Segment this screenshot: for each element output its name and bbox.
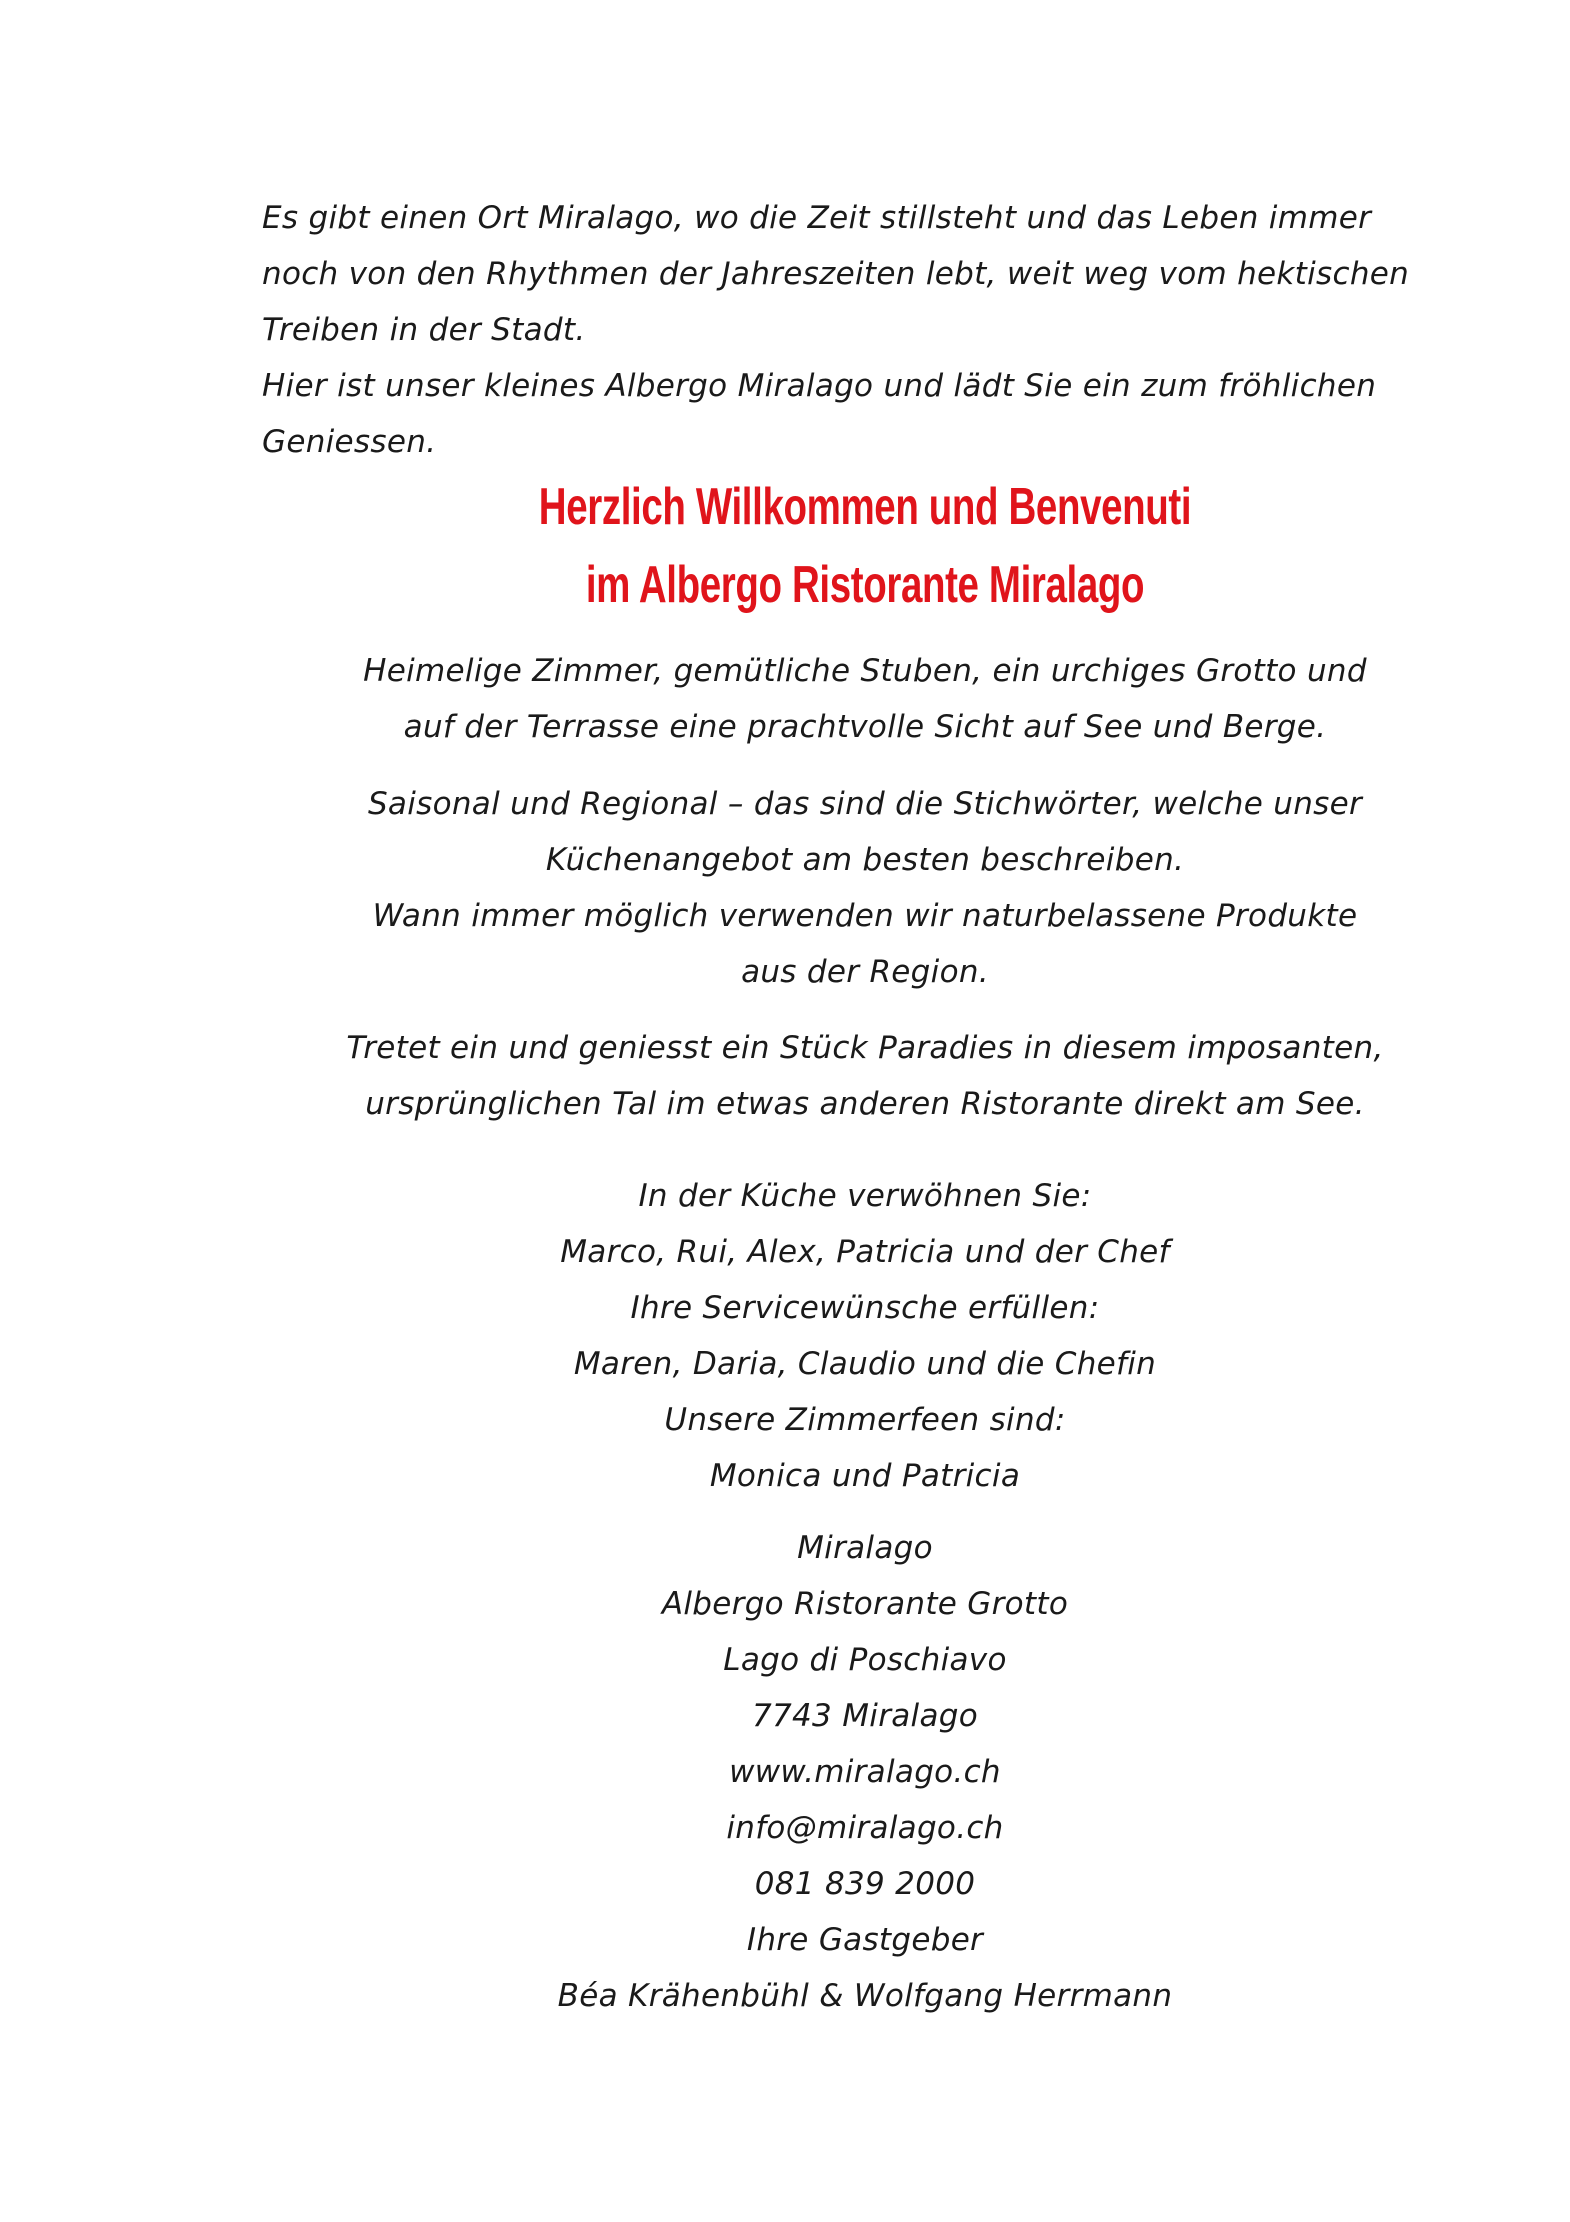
contact-lake: Lago di Poschiavo: [723, 1642, 1007, 1678]
staff-line: In der Küche verwöhnen Sie:: [638, 1178, 1092, 1214]
contact-phone: 081 839 2000: [754, 1866, 976, 1902]
text-line: auf der Terrasse eine prachtvolle Sicht auf See und Berge.: [403, 709, 1327, 745]
intro-text: [262, 190, 1462, 470]
text-line: Wann immer möglich verwenden wir naturbelassene Produkte: [372, 898, 1358, 934]
paradise-paragraph: [300, 1020, 1430, 1132]
intro-line: Es gibt einen Ort Miralago, wo die Zeit stillsteht und das Leben immer: [262, 200, 1372, 236]
kitchen-paragraph: [300, 776, 1430, 1000]
intro-paragraph-1: [262, 190, 1462, 358]
text-line: Heimelige Zimmer, gemütliche Stuben, ein urchiges Grotto und: [363, 653, 1367, 689]
staff-line: Maren, Daria, Claudio und die Chefin: [573, 1346, 1157, 1382]
contact-postal: 7743 Miralago: [751, 1698, 978, 1734]
staff-line: Unsere Zimmerfeen sind:: [664, 1402, 1066, 1438]
hosts-names: Béa Krähenbühl & Wolfgang Herrmann: [557, 1978, 1173, 2014]
intro-line: noch von den Rhythmen der Jahreszeiten lebt, weit weg vom hektischen: [262, 256, 1410, 292]
contact-name: Miralago: [797, 1530, 933, 1566]
welcome-heading-line-1: Herzlich Willkommen und Benvenuti: [538, 478, 1192, 536]
contact-type: Albergo Ristorante Grotto: [661, 1586, 1069, 1622]
hosts-label: Ihre Gastgeber: [746, 1922, 984, 1958]
intro-line: Geniessen.: [262, 424, 437, 460]
contact-email: info@miralago.ch: [726, 1810, 1004, 1846]
text-line: ursprünglichen Tal im etwas anderen Ristorante direkt am See.: [365, 1086, 1365, 1122]
staff-line: Marco, Rui, Alex, Patricia und der Chef: [560, 1234, 1170, 1270]
welcome-heading: [225, 468, 1505, 624]
text-line: Saisonal und Regional – das sind die Stichwörter, welche unser: [367, 786, 1363, 822]
staff-line: Monica und Patricia: [709, 1458, 1021, 1494]
text-line: Tretet ein und geniesst ein Stück Paradies in diesem imposanten,: [346, 1030, 1384, 1066]
intro-line: Hier ist unser kleines Albergo Miralago und lädt Sie ein zum fröhlichen: [262, 368, 1377, 404]
rooms-paragraph: [300, 643, 1430, 755]
text-line: Küchenangebot am besten beschreiben.: [545, 842, 1185, 878]
intro-line: Treiben in der Stadt.: [262, 312, 586, 348]
intro-paragraph-2: [262, 358, 1462, 470]
contact-block: [300, 1520, 1430, 2024]
welcome-heading-line-2: im Albergo Ristorante Miralago: [585, 556, 1145, 614]
staff-list: [300, 1168, 1430, 1504]
contact-website: www.miralago.ch: [729, 1754, 1001, 1790]
text-line: aus der Region.: [741, 954, 989, 990]
staff-line: Ihre Servicewünsche erfüllen:: [630, 1290, 1100, 1326]
